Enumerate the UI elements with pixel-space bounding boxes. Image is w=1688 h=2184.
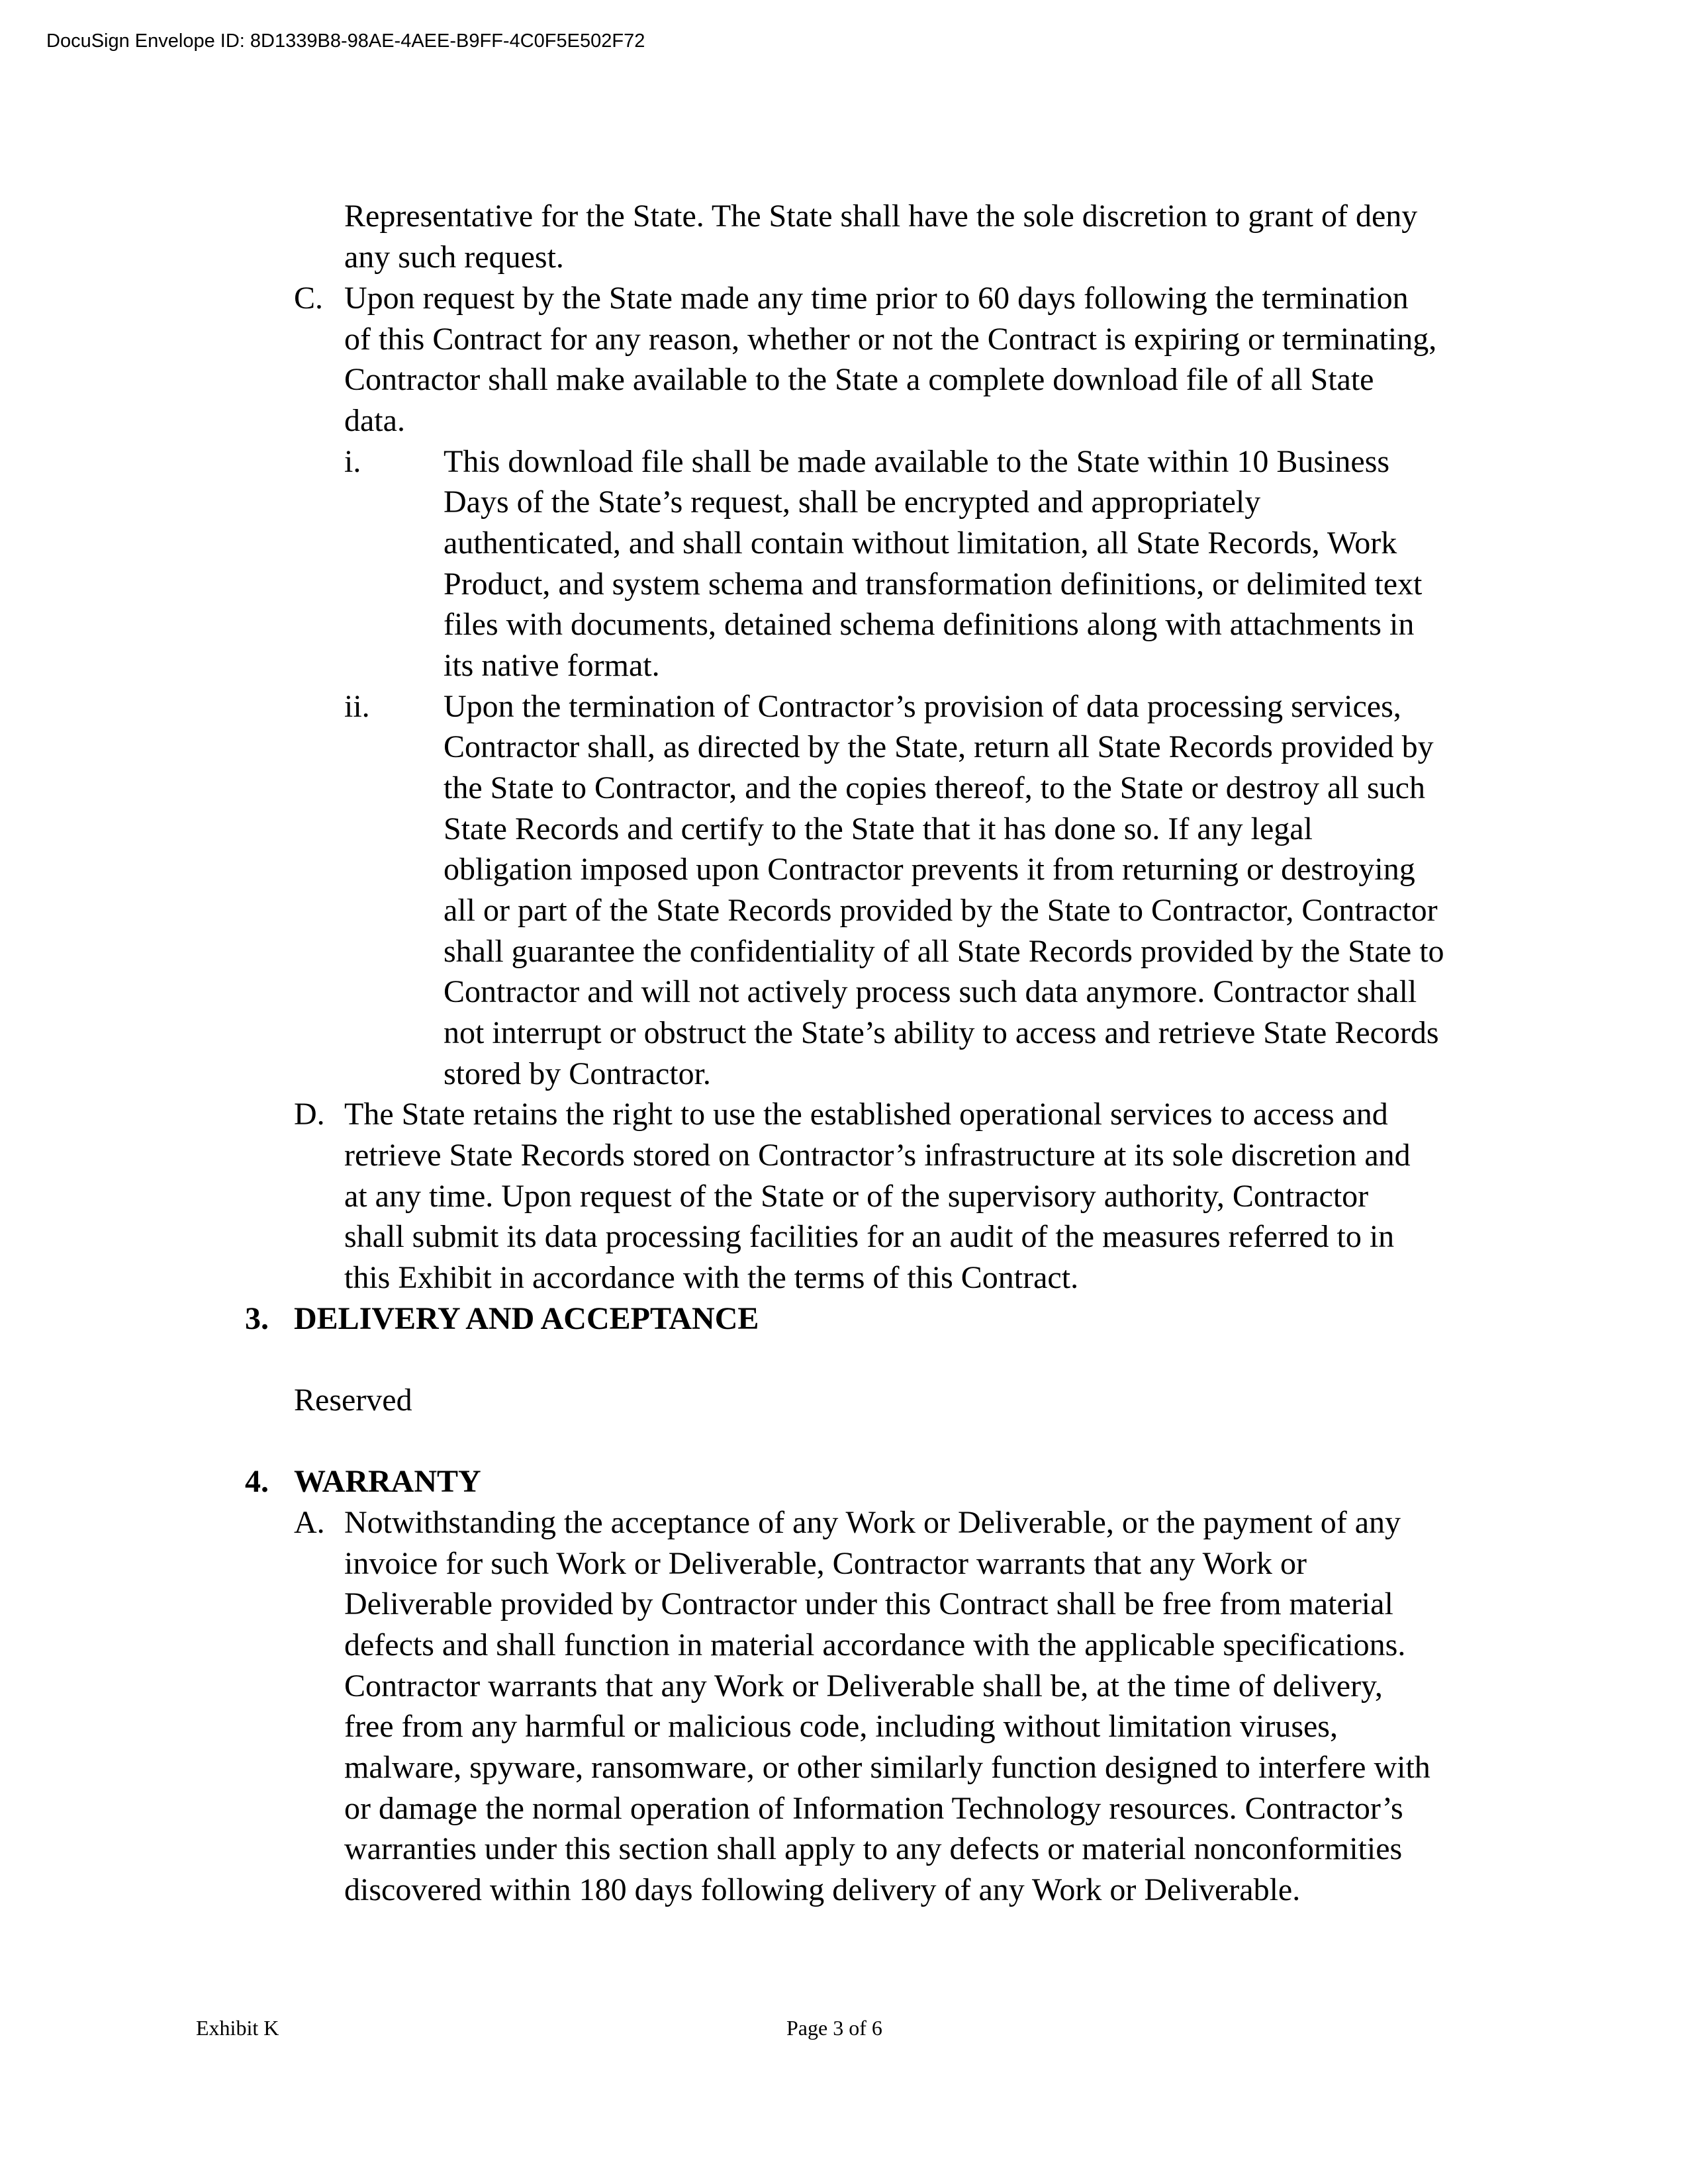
paragraph-line: Notwithstanding the acceptance of any Work or Deliverable, or the payment of any bbox=[344, 1505, 1401, 1540]
section-heading: DELIVERY AND ACCEPTANCE bbox=[294, 1301, 759, 1336]
envelope-id: DocuSign Envelope ID: 8D1339B8-98AE-4AEE-B9FF-4C0F5E502F72 bbox=[46, 30, 645, 52]
paragraph-line: any such request. bbox=[344, 240, 564, 275]
paragraph-line: obligation imposed upon Contractor prevents it from returning or destroying bbox=[444, 852, 1415, 887]
paragraph-line: State Records and certify to the State that it has done so. If any legal bbox=[444, 811, 1313, 846]
paragraph-line: Contractor shall make available to the State a complete download file of all State bbox=[344, 362, 1374, 397]
list-marker-d: D. bbox=[294, 1097, 325, 1132]
paragraph-line: malware, spyware, ransomware, or other similarly function designed to interfere with bbox=[344, 1750, 1430, 1785]
paragraph-line: invoice for such Work or Deliverable, Contractor warrants that any Work or bbox=[344, 1546, 1307, 1581]
paragraph-line: all or part of the State Records provided by the State to Contractor, Contractor bbox=[444, 893, 1438, 928]
paragraph-line: or damage the normal operation of Information Technology resources. Contractor’s bbox=[344, 1791, 1403, 1826]
paragraph-line: Contractor warrants that any Work or Deliverable shall be, at the time of delivery, bbox=[344, 1668, 1383, 1704]
paragraph-line: shall submit its data processing facilities for an audit of the measures referred to in bbox=[344, 1219, 1395, 1254]
paragraph-line: free from any harmful or malicious code, including without limitation viruses, bbox=[344, 1709, 1338, 1744]
paragraph-line: files with documents, detained schema definitions along with attachments in bbox=[444, 607, 1415, 642]
paragraph-line: The State retains the right to use the established operational services to access and bbox=[344, 1097, 1388, 1132]
paragraph-line: authenticated, and shall contain without limitation, all State Records, Work bbox=[444, 525, 1397, 561]
footer-exhibit-label: Exhibit K bbox=[196, 2016, 279, 2040]
paragraph-line: warranties under this section shall apply to any defects or material nonconformities bbox=[344, 1831, 1403, 1866]
paragraph-line: Upon the termination of Contractor’s provision of data processing services, bbox=[444, 689, 1401, 724]
list-marker-i: i. bbox=[344, 444, 361, 479]
paragraph-line: Product, and system schema and transformation definitions, or delimited text bbox=[444, 567, 1423, 602]
section-heading: WARRANTY bbox=[294, 1464, 481, 1499]
paragraph-line: Deliverable provided by Contractor under this Contract shall be free from material bbox=[344, 1586, 1393, 1621]
paragraph-line: stored by Contractor. bbox=[444, 1056, 711, 1091]
section-number: 3. bbox=[245, 1301, 269, 1336]
paragraph-line: shall guarantee the confidentiality of all State Records provided by the State to bbox=[444, 934, 1444, 969]
paragraph-line: Days of the State’s request, shall be encrypted and appropriately bbox=[444, 484, 1261, 520]
list-marker-ii: ii. bbox=[344, 689, 370, 724]
paragraph-line: the State to Contractor, and the copies thereof, to the State or destroy all such bbox=[444, 770, 1425, 805]
paragraph-line: Contractor shall, as directed by the State, return all State Records provided by bbox=[444, 729, 1434, 764]
paragraph-line: Contractor and will not actively process such data anymore. Contractor shall bbox=[444, 974, 1417, 1009]
list-marker-c: C. bbox=[294, 281, 324, 316]
paragraph-line: this Exhibit in accordance with the terms of this Contract. bbox=[344, 1260, 1079, 1295]
paragraph-line: This download file shall be made available to the State within 10 Business bbox=[444, 444, 1390, 479]
paragraph-line: of this Contract for any reason, whether or not the Contract is expiring or terminating, bbox=[344, 322, 1437, 357]
list-marker-a: A. bbox=[294, 1505, 325, 1540]
paragraph-line: Representative for the State. The State shall have the sole discretion to grant of deny bbox=[344, 199, 1418, 234]
paragraph-line: Upon request by the State made any time prior to 60 days following the termination bbox=[344, 281, 1409, 316]
paragraph-line: not interrupt or obstruct the State’s ability to access and retrieve State Records bbox=[444, 1015, 1439, 1050]
section-body: Reserved bbox=[294, 1383, 412, 1418]
paragraph-line: discovered within 180 days following delivery of any Work or Deliverable. bbox=[344, 1872, 1301, 1907]
footer-page-number: Page 3 of 6 bbox=[786, 2016, 882, 2040]
paragraph-line: retrieve State Records stored on Contractor’s infrastructure at its sole discretion and bbox=[344, 1138, 1411, 1173]
paragraph-line: its native format. bbox=[444, 648, 660, 683]
section-number: 4. bbox=[245, 1464, 269, 1499]
paragraph-line: at any time. Upon request of the State or of the supervisory authority, Contractor bbox=[344, 1179, 1369, 1214]
paragraph-line: data. bbox=[344, 403, 405, 438]
paragraph-line: defects and shall function in material accordance with the applicable specifications. bbox=[344, 1627, 1406, 1662]
